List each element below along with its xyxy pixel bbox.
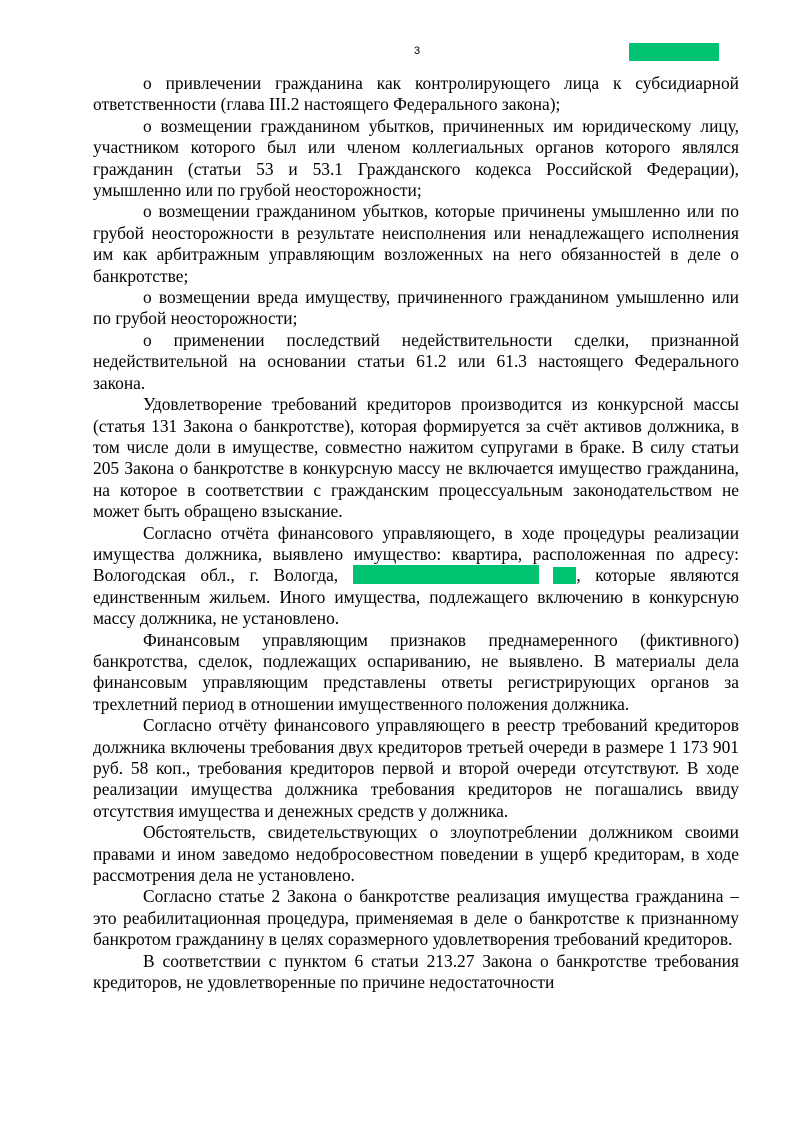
paragraph-identified-property: [93, 523, 739, 630]
paragraph-losses-arbitration-manager: о возмещении гражданином убытков, которые причинены умышленно или по грубой неосторожности в результате неисполнения или ненадлежащего исполнения им как арбитражным управляющим возложенных на него обязанностей в деле о банкротстве;: [93, 201, 739, 286]
property-text-after: , которые являются единственным жильем. Иного имущества, подлежащего включению в конкурсную массу должника, не установлено.: [93, 565, 739, 629]
property-text-before: Согласно отчёта финансового управляющего, в ходе процедуры реализации имущества должника, выявлено имущество: квартира, расположенная по адресу: Вологодская обл., г. Вологда,: [93, 522, 739, 586]
paragraph-losses-legal-entity: о возмещении гражданином убытков, причиненных им юридическому лицу, участником которого был или членом коллегиальных органов которого являлся гражданин (статьи 53 и 53.1 Гражданского кодекса Российской Федерации), умышленно или по грубой неосторожности;: [93, 115, 739, 201]
paragraph-creditor-registry: Согласно отчёту финансового управляющего в реестр требований кредиторов должника включены требования двух кредиторов третьей очереди в размере 1 173 901 руб. 58 коп., требования кредиторов первой и второй очереди отсутствуют. В ходе реализации имущества должника требования кредиторов не погашались ввиду отсутствия имущества и денежных средств у должника.: [93, 715, 739, 821]
document-body: [93, 73, 739, 993]
paragraph-no-abuse: Обстоятельств, свидетельствующих о злоупотреблении должником своими правами и ином заведомо недобросовестном поведении в ущерб кредиторам, в ходе рассмотрения дела не установлено.: [93, 822, 739, 886]
paragraph-bankruptcy-estate: Удовлетворение требований кредиторов производится из конкурсной массы (статья 131 Закона о банкротстве), которая формируется за счёт активов должника, в том числе доли в имуществе, совместно нажитом супругами в браке. В силу статьи 205 Закона о банкротстве в конкурсную массу не включается имущество гражданина, на которое в соответствии с гражданским процессуальным законодательством не может быть обращено взыскание.: [93, 394, 739, 522]
paragraph-rehabilitation-procedure: Согласно статье 2 Закона о банкротстве реализация имущества гражданина – это реабилитационная процедура, применяемая в деле о банкротстве к признанному банкротом гражданину в целях соразмерного удовлетворения требований кредиторов.: [93, 886, 739, 950]
redaction-block-address-end: [553, 567, 576, 584]
redaction-block-address: [353, 565, 539, 584]
paragraph-subsidiary-liability: о привлечении гражданина как контролирующего лица к субсидиарной ответственности (глава III.2 настоящего Федерального закона);: [93, 73, 739, 115]
paragraph-invalid-transaction: о применении последствий недействительности сделки, признанной недействительной на основании статьи 61.2 или 61.3 настоящего Федерального закона.: [93, 329, 739, 393]
paragraph-property-damage: о возмещении вреда имуществу, причиненного гражданином умышленно или по грубой неосторожности;: [93, 287, 739, 329]
redaction-block-header: [629, 43, 719, 61]
paragraph-no-fictitious-bankruptcy: Финансовым управляющим признаков преднамеренного (фиктивного) банкротства, сделок, подлежащих оспариванию, не выявлено. В материалы дела финансовым управляющим представлены ответы регистрирующих органов за трехлетний период в отношении имущественного положения должника.: [93, 629, 739, 714]
paragraph-article-213-27: В соответствии с пунктом 6 статьи 213.27 Закона о банкротстве требования кредиторов, не удовлетворенные по причине недостаточности: [93, 950, 739, 993]
page-number: 3: [413, 45, 421, 57]
